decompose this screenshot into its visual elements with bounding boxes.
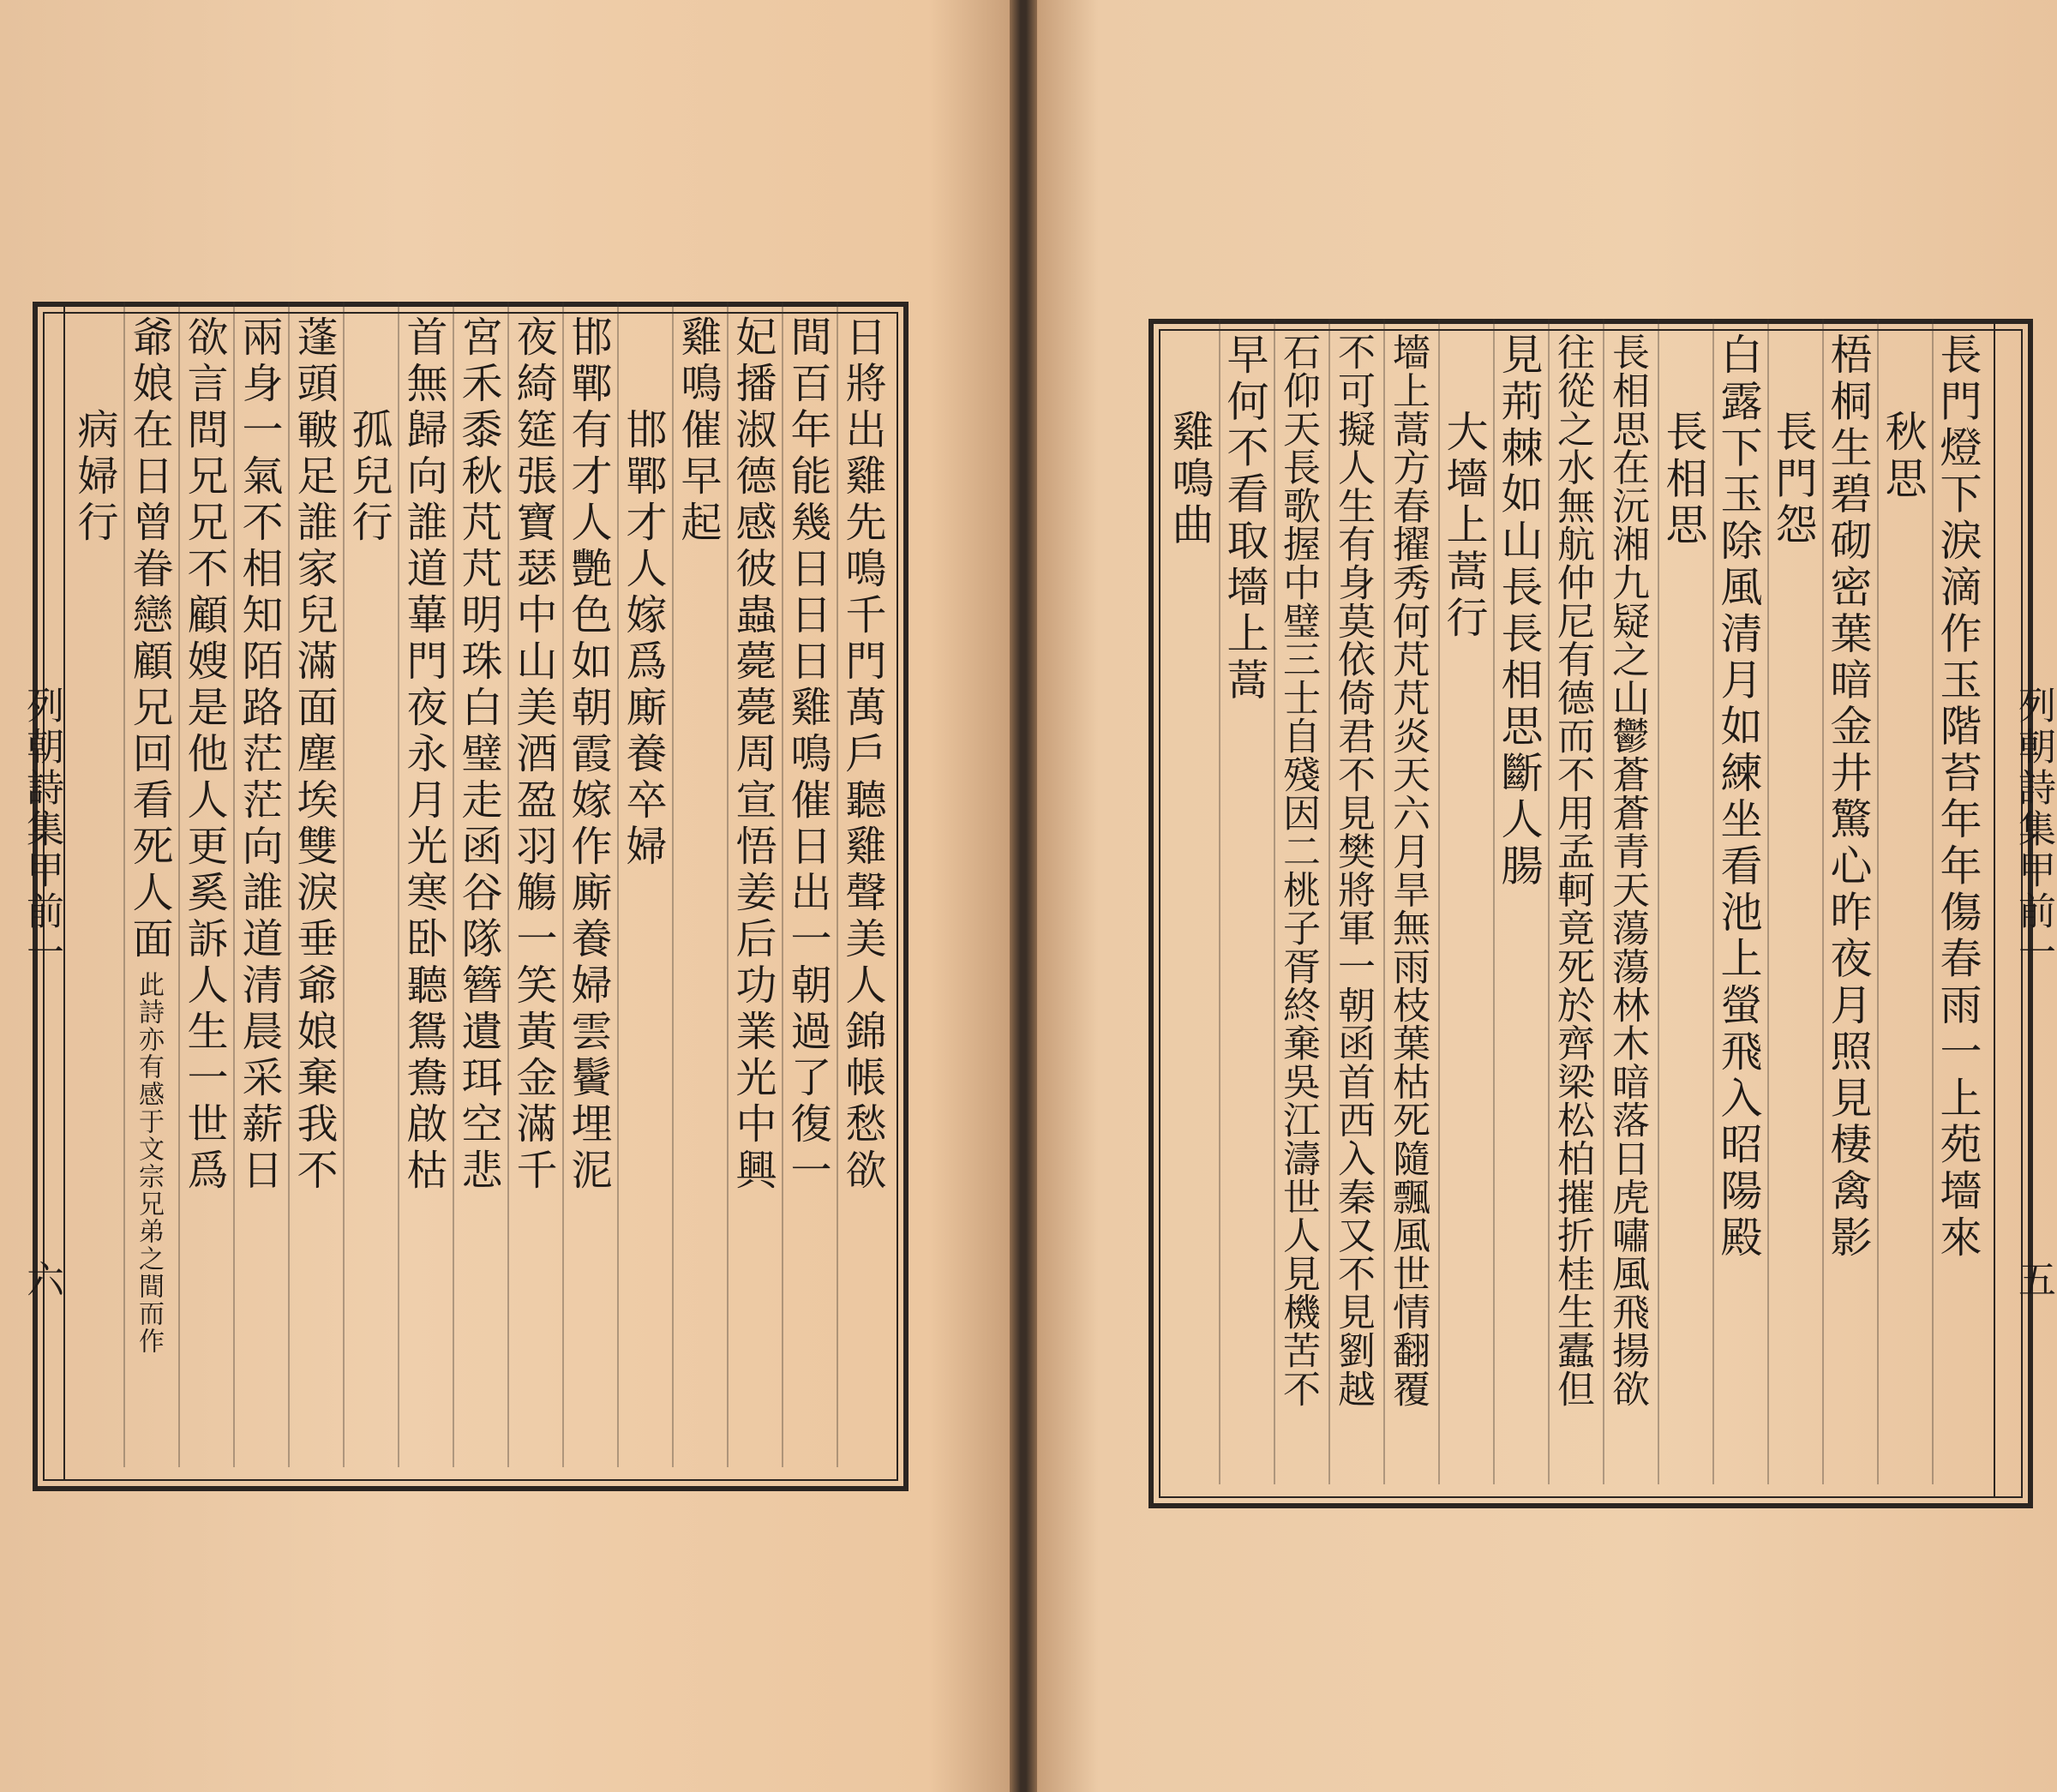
left-page-column-15: 病婦行 bbox=[70, 408, 118, 548]
left-folio-number: 六 bbox=[20, 1260, 63, 1298]
left-page-column-13: 欲言問兄兄不顧嫂是他人更奚訴人生一世爲 bbox=[180, 315, 228, 1195]
right-page-column-rule bbox=[1822, 319, 1824, 1484]
left-page-column-1: 日將出雞先鳴千門萬戶聽雞聲美人錦帳愁欲 bbox=[838, 315, 886, 1195]
left-page-column-4: 雞鳴催早起 bbox=[674, 315, 722, 547]
right-page-column-8: 往從之水無航仲尼有德而不用孟軻竟死於齊梁松柏摧折桂生蠹但 bbox=[1550, 333, 1594, 1408]
left-page-column-rule bbox=[672, 302, 674, 1467]
left-page-column-11: 蓬頭皸足誰家兒滿面塵埃雙淚垂爺娘棄我不 bbox=[290, 315, 338, 1195]
left-page-column-rule bbox=[562, 302, 564, 1467]
right-page-column-4: 長門怨 bbox=[1769, 409, 1818, 549]
left-page-column-rule bbox=[233, 302, 235, 1467]
right-folio-number: 五 bbox=[2012, 1260, 2055, 1298]
right-margin-title: 列朝詩集甲前一 bbox=[2012, 686, 2055, 974]
left-page-column-3: 妃播淑德感彼蟲薨薨周宣悟姜后功業光中興 bbox=[729, 315, 777, 1195]
left-page-column-rule bbox=[398, 302, 399, 1467]
left-page-column-12: 兩身一氣不相知陌路茫茫向誰道清晨采薪日 bbox=[235, 315, 283, 1195]
left-page-column-9: 首無歸向誰道蓽門夜永月光寒卧聽鴛鴦啟枯 bbox=[399, 315, 447, 1195]
right-page-column-rule bbox=[1328, 319, 1330, 1484]
left-page-column-8: 宮禾黍秋芃芃明珠白璧走函谷隊簪遺珥空悲 bbox=[454, 315, 502, 1195]
right-page-column-rule bbox=[1932, 319, 1934, 1484]
right-page-column-rule bbox=[1877, 319, 1879, 1484]
left-page-column-rule bbox=[782, 302, 783, 1467]
right-page-column-14: 早何不看取墻上蒿 bbox=[1220, 333, 1269, 704]
right-page-column-9: 見荊棘如山長長相思斷人腸 bbox=[1495, 333, 1544, 890]
right-page-column-12: 不可擬人生有身莫依倚君不見樊將軍一朝函首西入秦又不見劉越 bbox=[1331, 333, 1375, 1408]
right-page-column-rule bbox=[1548, 319, 1550, 1484]
left-page-column-rule bbox=[178, 302, 180, 1467]
right-page-column-6: 長相思 bbox=[1659, 409, 1708, 549]
right-page-column-3: 梧桐生碧砌密葉暗金井驚心昨夜月照見棲禽影 bbox=[1824, 333, 1873, 1262]
right-page-column-15: 雞鳴曲 bbox=[1166, 409, 1214, 549]
left-margin-title: 列朝詩集甲前一 bbox=[20, 686, 63, 974]
right-page-column-rule bbox=[1658, 319, 1659, 1484]
right-page-column-1: 長門燈下淚滴作玉階苔年年傷春雨一上苑墻來 bbox=[1934, 333, 1982, 1262]
left-page-column-6: 邯鄲有才人艷色如朝霞嫁作廝養婦雲鬢埋泥 bbox=[564, 315, 612, 1195]
right-page-column-rule bbox=[1219, 319, 1220, 1484]
left-page-column-2: 間百年能幾日日日雞鳴催日出一朝過了復一 bbox=[783, 315, 831, 1195]
right-page-column-7: 長相思在沅湘九疑之山鬱蒼蒼青天蕩蕩林木暗落日虎嘯風飛揚欲 bbox=[1605, 333, 1649, 1408]
left-page-column-rule bbox=[727, 302, 729, 1467]
right-page-column-rule bbox=[1767, 319, 1769, 1484]
left-page-column-14: 爺娘在日曾眷戀顧兄回看死人面 bbox=[125, 315, 173, 963]
right-page-column-10: 大墻上蒿行 bbox=[1440, 409, 1489, 642]
left-page-column-14-note: 此詩亦有感于文宗兄弟之間而作 bbox=[134, 970, 164, 1355]
right-page-column-rule bbox=[1603, 319, 1604, 1484]
right-page-column-rule bbox=[1274, 319, 1275, 1484]
right-page-column-rule bbox=[1493, 319, 1495, 1484]
left-page-column-10: 孤兒行 bbox=[345, 408, 393, 548]
right-page-column-rule bbox=[1383, 319, 1385, 1484]
left-page-column-rule bbox=[617, 302, 619, 1467]
left-page-column-rule bbox=[343, 302, 345, 1467]
left-page-column-rule bbox=[123, 302, 125, 1467]
left-page-column-rule bbox=[453, 302, 454, 1467]
right-page-column-rule bbox=[1712, 319, 1714, 1484]
right-page-column-5: 白露下玉除風清月如練坐看池上螢飛入昭陽殿 bbox=[1714, 333, 1763, 1262]
right-page-column-2: 秋思 bbox=[1879, 409, 1928, 502]
right-page-column-11: 墻上蒿方春擢秀何芃芃炎天六月旱無雨枝葉枯死隨飄風世情翻覆 bbox=[1386, 333, 1430, 1408]
right-page-column-13: 石仰天長歌握中璧三士自殘因二桃子胥終棄吳江濤世人見機苦不 bbox=[1276, 333, 1320, 1408]
book-gutter bbox=[1010, 0, 1037, 1792]
left-page-column-rule bbox=[837, 302, 838, 1467]
right-page-column-rule bbox=[1438, 319, 1440, 1484]
left-page-column-rule bbox=[507, 302, 509, 1467]
left-page-column-7: 夜綺筵張寶瑟中山美酒盈羽觴一笑黃金滿千 bbox=[509, 315, 557, 1195]
left-page-column-5: 邯鄲才人嫁爲廝養卒婦 bbox=[619, 408, 667, 872]
left-page-column-rule bbox=[288, 302, 290, 1467]
